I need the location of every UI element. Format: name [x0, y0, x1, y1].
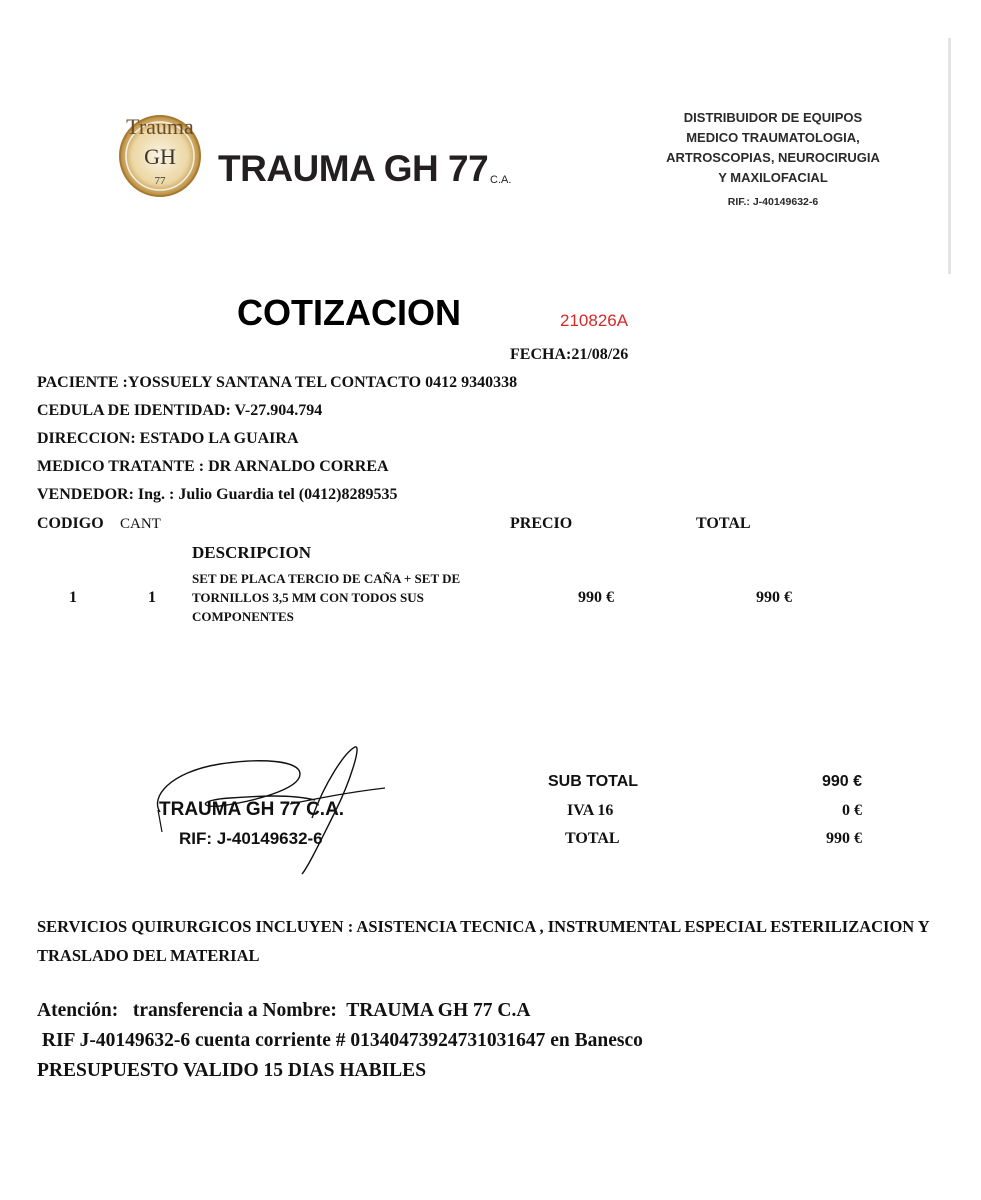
cell-descripcion: SET DE PLACA TERCIO DE CAÑA + SET DE TORNILLOS 3,5 MM CON TODOS SUS COMPONENTES [192, 571, 461, 624]
stamp-rif: RIF: J-40149632-6 [179, 829, 323, 848]
payment-instructions [37, 996, 937, 1086]
svg-text:77: 77 [154, 175, 166, 187]
company-rif: RIF.: J-40149632-6 [727, 196, 819, 208]
iva-value: 0 € [842, 802, 862, 819]
svg-text:GH: GH [144, 144, 176, 169]
subtotal-label: SUB TOTAL [548, 773, 639, 790]
scan-edge-line [948, 38, 951, 274]
column-header-total: TOTAL [696, 515, 751, 532]
distributor-description [646, 108, 900, 188]
payment-line: RIF J-40149632-6 cuenta corriente # 01340473924731031647 en Banesco [37, 1030, 643, 1051]
document-date: FECHA:21/08/26 [510, 346, 629, 363]
seller-line: VENDEDOR: Ing. : Julio Guardia tel (0412)8289535 [37, 486, 398, 503]
total-value: 990 € [826, 830, 862, 847]
services-note: SERVICIOS QUIRURGICOS INCLUYEN : ASISTENCIA TECNICA , INSTRUMENTAL ESPECIAL ESTERILIZACION Y TRASLADO DEL MATERIAL [37, 917, 930, 965]
handwritten-signature [140, 742, 400, 882]
cell-total: 990 € [756, 589, 792, 606]
cell-precio: 990 € [578, 589, 614, 606]
column-header-descripcion: DESCRIPCION [192, 543, 312, 562]
subtotal-value: 990 € [821, 773, 862, 790]
company-name: TRAUMA GH 77 [218, 148, 489, 189]
cell-cant: 1 [148, 589, 156, 606]
column-header-codigo: CODIGO [37, 515, 104, 532]
address-line: DIRECCION: ESTADO LA GUAIRA [37, 430, 299, 447]
distributor-line: MEDICO TRAUMATOLOGIA, [686, 130, 860, 145]
company-suffix: C.A. [490, 174, 512, 186]
validity-line: PRESUPUESTO VALIDO 15 DIAS HABILES [37, 1060, 427, 1081]
document-title: COTIZACION [237, 292, 461, 333]
svg-text:Trauma: Trauma [126, 114, 194, 139]
stamp-company-name: TRAUMA GH 77 C.A. [159, 799, 345, 820]
distributor-line: ARTROSCOPIAS, NEUROCIRUGIA [666, 150, 880, 165]
iva-label: IVA 16 [567, 802, 614, 819]
doctor-line: MEDICO TRATANTE : DR ARNALDO CORREA [37, 458, 389, 475]
column-header-cant: CANT [120, 516, 161, 532]
cell-codigo: 1 [69, 589, 77, 606]
distributor-line: DISTRIBUIDOR DE EQUIPOS [683, 110, 863, 125]
payment-line: Atención: transferencia a Nombre: TRAUMA GH 77 C.A [37, 1000, 531, 1021]
total-label: TOTAL [565, 830, 620, 847]
id-line: CEDULA DE IDENTIDAD: V-27.904.794 [37, 402, 323, 419]
document-number: 210826A [560, 311, 629, 330]
column-header-precio: PRECIO [510, 515, 573, 532]
company-logo-seal [112, 100, 212, 200]
patient-line: PACIENTE :YOSSUELY SANTANA TEL CONTACTO 0412 9340338 [37, 374, 518, 391]
distributor-line: Y MAXILOFACIAL [718, 170, 828, 185]
